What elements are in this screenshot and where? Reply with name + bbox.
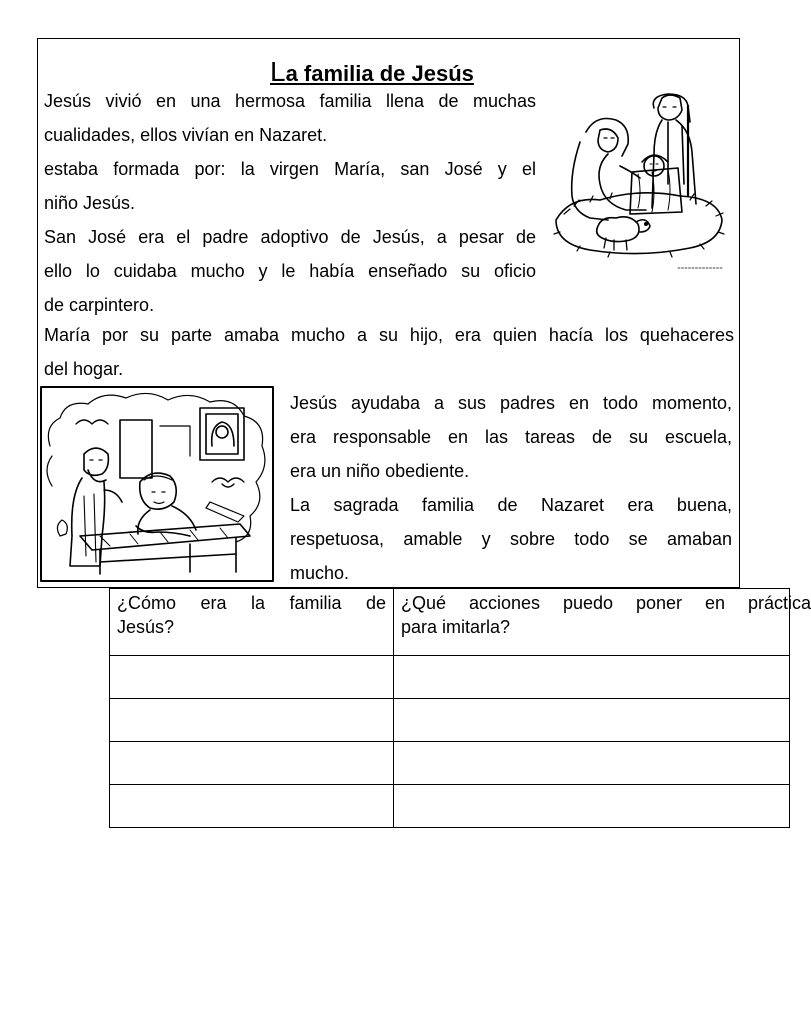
paragraph-intro bbox=[44, 84, 536, 322]
table-row bbox=[110, 699, 790, 742]
text-line: Jesús vivió en una hermosa familia llena de muchas bbox=[44, 91, 536, 111]
question-line: Jesús? bbox=[117, 617, 175, 637]
question-cell-family bbox=[110, 589, 394, 656]
text-line: mucho. bbox=[290, 563, 350, 583]
text-line: ello lo cuidaba mucho y le había enseñado su oficio bbox=[44, 261, 536, 281]
paragraph-jesus bbox=[290, 386, 732, 590]
text-line: estaba formada por: la virgen María, san José y el bbox=[44, 159, 536, 179]
table-row bbox=[110, 742, 790, 785]
answer-cell[interactable] bbox=[110, 785, 394, 828]
paragraph-maria bbox=[44, 318, 734, 386]
title-rest: a familia de Jesús bbox=[285, 61, 474, 86]
nativity-scene-icon bbox=[550, 92, 728, 274]
text-line: era un niño obediente. bbox=[290, 461, 470, 481]
text-line: La sagrada familia de Nazaret era buena, bbox=[290, 495, 732, 515]
answer-cell[interactable] bbox=[394, 656, 790, 699]
text-line: de carpintero. bbox=[44, 295, 155, 315]
question-cell-actions bbox=[394, 589, 811, 656]
text-line: niño Jesús. bbox=[44, 193, 136, 213]
answer-cell[interactable] bbox=[394, 699, 790, 742]
question-line: ¿Qué acciones puedo poner en práctica bbox=[401, 593, 811, 613]
answer-cell[interactable] bbox=[394, 785, 790, 828]
text-line: respetuosa, amable y sobre todo se amaban bbox=[290, 529, 732, 549]
answer-cell[interactable] bbox=[110, 699, 394, 742]
carpentry-workshop-icon bbox=[40, 386, 274, 582]
question-line: para imitarla? bbox=[401, 617, 511, 637]
answer-cell[interactable] bbox=[110, 656, 394, 699]
table-header-row bbox=[110, 589, 790, 656]
text-line: cualidades, ellos vivían en Nazaret. bbox=[44, 125, 328, 145]
text-line: del hogar. bbox=[44, 359, 124, 379]
answer-cell[interactable] bbox=[110, 742, 394, 785]
question-line: ¿Cómo era la familia de bbox=[117, 593, 386, 613]
text-line: María por su parte amaba mucho a su hijo, era quien hacía los quehaceres bbox=[44, 325, 734, 345]
text-line: Jesús ayudaba a sus padres en todo momento, bbox=[290, 393, 732, 413]
table-row bbox=[110, 785, 790, 828]
table-row bbox=[110, 656, 790, 699]
text-line: era responsable en las tareas de su escuela, bbox=[290, 427, 732, 447]
questions-table bbox=[109, 588, 811, 828]
answer-cell[interactable] bbox=[394, 742, 790, 785]
title-initial: L bbox=[270, 56, 286, 87]
text-line: San José era el padre adoptivo de Jesús, a pesar de bbox=[44, 227, 536, 247]
